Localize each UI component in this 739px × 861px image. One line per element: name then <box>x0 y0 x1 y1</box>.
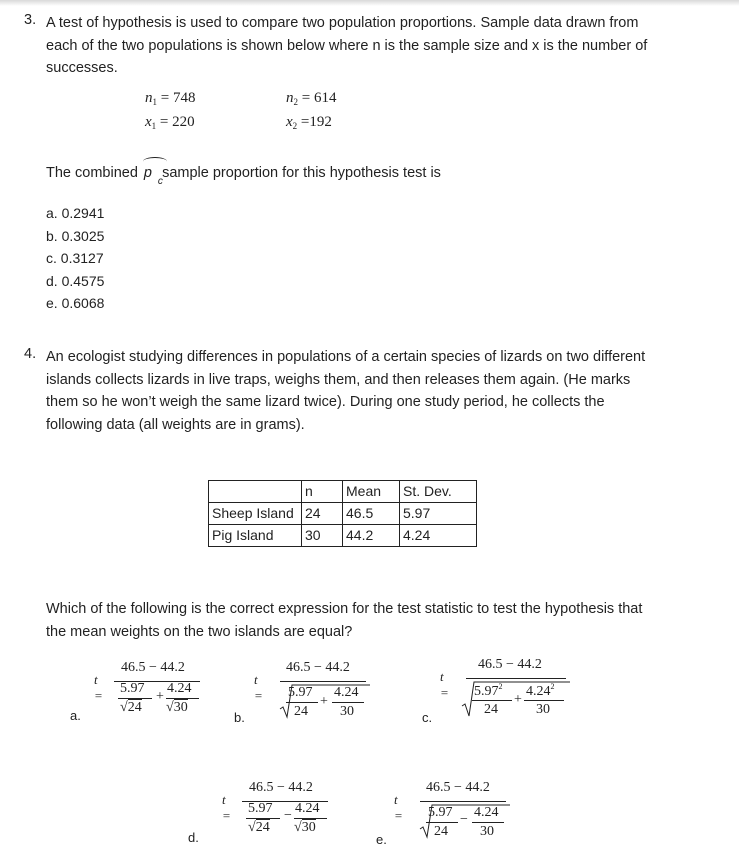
n2-value: = 614 <box>301 90 337 106</box>
n1-den: 24 <box>294 704 308 719</box>
q3-option-c[interactable]: c. 0.3127 <box>46 250 104 266</box>
c-subscript: c <box>157 176 163 187</box>
main-fraction-bar <box>420 801 506 802</box>
radical-icon: √ <box>120 700 128 715</box>
x1-value: = 220 <box>159 114 195 130</box>
square-exp: 2 <box>550 682 555 691</box>
formula-b-label: b. <box>234 710 245 725</box>
sub-fraction-bar <box>286 702 318 703</box>
main-fraction-bar <box>280 681 366 682</box>
table-cell: 30 <box>302 525 343 547</box>
sub-fraction-bar <box>472 822 504 823</box>
t-label: t = <box>222 792 231 823</box>
s2-squared: 4.24 <box>526 684 551 699</box>
prompt-before: The combined <box>46 165 138 181</box>
sub-fraction-bar <box>472 700 512 701</box>
question-4-prompt-line-2: the mean weights on the two islands are equal? <box>46 623 353 640</box>
top-shadow-bar <box>0 0 739 6</box>
square-exp: 2 <box>498 682 503 691</box>
q3-option-d[interactable]: d. 0.4575 <box>46 273 105 289</box>
n2-symbol: n <box>286 90 294 106</box>
n1-symbol: n <box>145 90 153 106</box>
table-row <box>209 503 477 525</box>
x2-equation <box>286 114 332 131</box>
question-3-line-2: each of the two populations is shown below where n is the sample size and x is the number of <box>46 37 648 54</box>
s1: 5.97 <box>428 805 453 820</box>
s1: 5.97 <box>120 681 145 696</box>
radical-icon: √ <box>248 820 256 835</box>
x1-equation <box>145 114 195 131</box>
plus-sign: + <box>320 694 328 709</box>
table-cell: 44.2 <box>343 525 400 547</box>
x2-symbol: x <box>286 114 293 130</box>
plus-sign: + <box>514 692 522 707</box>
question-3-text <box>46 12 726 80</box>
table-cell: Pig Island <box>209 525 302 547</box>
s2: 4.24 <box>334 685 359 700</box>
lizard-data-table <box>208 480 477 547</box>
n2-den: 30 <box>480 824 494 839</box>
n2-den: 30 <box>340 704 354 719</box>
q3-option-a[interactable]: a. 0.2941 <box>46 205 105 221</box>
numerator: 46.5 − 44.2 <box>249 780 313 795</box>
sub-fraction-bar <box>426 822 458 823</box>
n1-sub: 1 <box>152 97 157 107</box>
table-header-cell: n <box>302 481 343 503</box>
n1-den: 24 <box>255 820 270 835</box>
s2: 4.24 <box>474 805 499 820</box>
s2: 4.24 <box>295 801 320 816</box>
radical-icon: √ <box>166 700 174 715</box>
question-3-number: 3. <box>24 12 37 28</box>
t-label: t = <box>394 792 403 823</box>
n1-den: 24 <box>127 700 142 715</box>
s1: 5.97 <box>288 685 313 700</box>
sub-fraction-bar <box>524 700 564 701</box>
s1-squared: 5.97 <box>474 684 499 699</box>
table-cell: 5.97 <box>400 503 477 525</box>
question-3-line-3: successes. <box>46 60 118 76</box>
radical-icon: √ <box>294 820 302 835</box>
question-4-line-4: following data (all weights are in grams). <box>46 416 305 433</box>
minus-sign: − <box>284 808 292 823</box>
prompt-after: sample proportion for this hypothesis test is <box>162 165 441 181</box>
question-4-prompt <box>46 598 726 643</box>
n2-den: 30 <box>301 820 316 835</box>
minus-sign: − <box>460 812 468 827</box>
formula-e-label: e. <box>376 832 387 847</box>
t-label: t = <box>254 672 263 703</box>
n1-equation <box>145 90 195 107</box>
question-3-line-1: A test of hypothesis is used to compare two population proportions. Sample data drawn from <box>46 15 639 31</box>
table-cell: Sheep Island <box>209 503 302 525</box>
q3-option-b[interactable]: b. 0.3025 <box>46 228 105 244</box>
question-4-prompt-line-1: Which of the following is the correct expression for the test statistic to test the hypothesis that <box>46 601 643 617</box>
q3-option-e[interactable]: e. 0.6068 <box>46 295 105 311</box>
plus-sign: + <box>156 689 164 704</box>
p-symbol: p <box>143 165 152 181</box>
main-fraction-bar <box>466 678 566 679</box>
table-header-row <box>209 481 477 503</box>
question-3-prompt <box>46 162 441 185</box>
table-cell: 4.24 <box>400 525 477 547</box>
n2-sub: 2 <box>293 97 298 107</box>
s2: 4.24 <box>167 681 192 696</box>
n1-den: 24 <box>434 824 448 839</box>
table-header-cell <box>209 481 302 503</box>
formula-a-label: a. <box>70 708 81 723</box>
numerator: 46.5 − 44.2 <box>478 657 542 672</box>
formula-c-label: c. <box>422 710 433 725</box>
question-4-line-1: An ecologist studying differences in populations of a certain species of lizards on two different <box>46 349 646 365</box>
n1-den: 24 <box>484 702 498 717</box>
numerator: 46.5 − 44.2 <box>426 780 490 795</box>
t-label: t = <box>440 669 449 700</box>
n2-den: 30 <box>173 700 188 715</box>
numerator: 46.5 − 44.2 <box>286 660 350 675</box>
question-4-line-2: islands collects lizards in live traps, weighs them, and then releases them again. (He marks <box>46 371 631 388</box>
x2-value: =192 <box>300 114 332 130</box>
table-header-cell: St. Dev. <box>400 481 477 503</box>
x1-sub: 1 <box>151 121 157 131</box>
question-4-text <box>46 346 726 436</box>
t-label: t = <box>94 672 103 703</box>
question-4-number: 4. <box>24 346 37 362</box>
table-header-cell: Mean <box>343 481 400 503</box>
s1: 5.97 <box>248 801 273 816</box>
p-hat-c-symbol <box>143 162 163 187</box>
numerator: 46.5 − 44.2 <box>121 660 185 675</box>
n2-equation <box>286 90 336 107</box>
formula-d-label: d. <box>188 830 199 845</box>
question-4-line-3: them so he won’t weigh the same lizard twice). During one study period, he collects the <box>46 394 605 410</box>
table-cell: 24 <box>302 503 343 525</box>
x2-sub: 2 <box>292 121 298 131</box>
n2-den: 30 <box>536 702 550 717</box>
x1-symbol: x <box>145 114 152 130</box>
table-row <box>209 525 477 547</box>
n1-value: = 748 <box>160 90 196 106</box>
table-cell: 46.5 <box>343 503 400 525</box>
sub-fraction-bar <box>332 702 364 703</box>
